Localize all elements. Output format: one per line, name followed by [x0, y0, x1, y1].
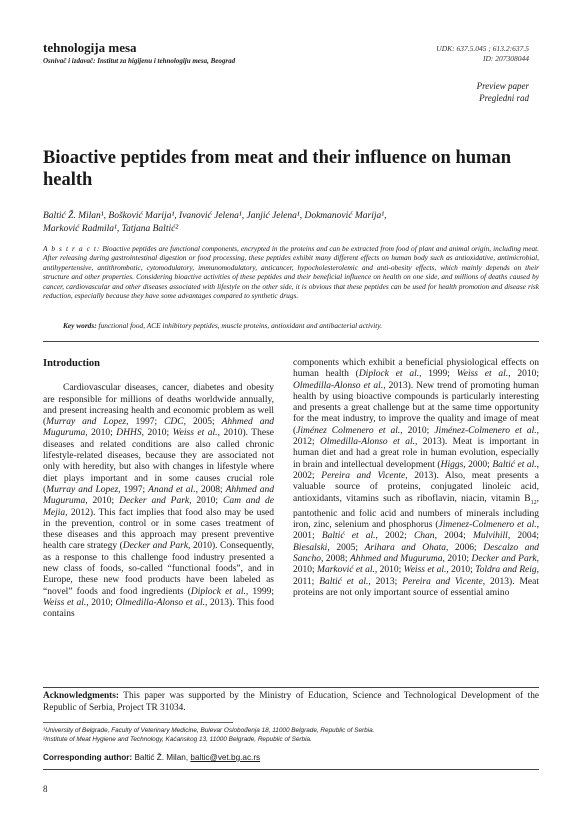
corresponding-label: Corresponding author [43, 753, 130, 762]
page-number: 8 [43, 784, 48, 794]
divider [43, 769, 539, 770]
affiliation-1: ¹University of Belgrade, Faculty of Veterinary Medicine, Bulevar Oslobođenja 18, 11000 Belgrade, Republic of Serbia. [43, 727, 375, 734]
keywords-text: functional food, ACE inhibitory peptides, muscle proteins, antioxidant and antibacterial activity. [98, 321, 383, 330]
divider [43, 687, 539, 688]
publisher-line: Osnivač i izdavač: Institut za higijenu i tehnologiju mesa, Beograd [43, 57, 236, 65]
corresponding-author: Corresponding author: Baltić Ž. Milan, baltic@vet.bg.ac.rs [43, 753, 261, 762]
divider [43, 341, 539, 342]
doc-id: ID: 207308044 [482, 54, 529, 63]
corresponding-email[interactable]: baltic@vet.bg.ac.rs [190, 753, 261, 762]
journal-title: tehnologija mesa [43, 40, 137, 55]
authors-line-2: Marković Radmila¹, Tatjana Baltić² [43, 223, 179, 234]
paper-type [477, 80, 529, 104]
column-left [43, 358, 274, 621]
udk-code: UDK: 637.5.045 ; 613.2:637.5 [436, 44, 529, 53]
paper-type-en: Preview paper [476, 81, 529, 91]
abstract-text: Bioactive peptides are functional components, encrypted in the proteins and can be extracted from food of plant and animal origin, including meat. After releasing during gastrointestinal digestion or food processing, these peptides exhibit many different effects on human body such as antioxidative, antimicrobial, antihypertensive, antithrombotic, cytomodulatory, immunomodulatory, anticancer, hypocholesterolemic and anti-obesity effects, which mainly depends on their structure and other properties. Considering bioactive activities of these peptides and their beneficial influence on health on one side, and millions of deaths caused by cancer, cardiovascular and other diseases associated with lifestyle on the other side, it is obvious that these peptides can be used for health promotion and disease risk reduction, especially because they have some advantages compared to synthetic drugs. [43, 244, 540, 301]
paper-title: Bioactive peptides from meat and their influence on human health [43, 148, 511, 190]
abstract [43, 244, 539, 300]
body-paragraph: Cardiovascular diseases, cancer, diabetes and obesity are responsible for millions of deaths worldwide annually, and present increasing health and economic problem as well (Murray and Lopez, 1997; CDC, 2005; Ahhmed and Muguruma, 2010; DHHS, 2010; Weiss et al., 2010). These diseases and related conditions are also called chronic lifestyle-related diseases, because they are associated not only with heredity, but also with changes in lifestyle where diet plays important and in some causes crucial role (Murray and Lopez, 1997; Anand et al., 2008; Ahhmed and Muguruma, 2010; Decker and Park, 2010; Cam and de Mejia, 2012). This fact implies that food also may be used in the prevention, control or in some cases treatment of these diseases and this approach may present preventive health care strategy (Decker and Park, 2010). Consequently, as a response to this challenge food industry presented a new class of foods, so-called “functional foods”, and in Europe, these new food products have been labeled as “novel” foods and food ingredients (Diplock et al., 1999; Weiss et al., 2010; Olmedilla-Alonso et al., 2013). This food contains [43, 383, 275, 620]
acknowledgments-text: This paper was supported by the Ministry of Education, Science and Technological Development of the Republic of Serbia, Project TR 31034. [43, 691, 540, 713]
abstract-label: A b s t r a c t: [43, 244, 101, 253]
body-paragraph: components which exhibit a beneficial physiological effects on human health (Diplock et al., 1999; Weiss et al., 2010; Olmedilla-Alonso et al., 2013). New trend of promoting human health by using bioactive compounds is particularly interesting and presents a great challenge but at the same time opportunity for the meat industry, to improve the quality and image of meat (Jiménez Colmenero et al., 2010; Jiménez-Colmenero et al., 2012; Olmedilla-Alonso et al., 2013). Meat is important in human diet and had a great role in human evolution, especially in brain and intellectual development (Higgs, 2000; Baltić et al., 2002; Pereira and Vicente, 2013). Also, meat presents a valuable source of proteins, conjugated linoleic acid, antioxidants, vitamins such as riboflavin, niacin, vitamin $B_{12}$, pantothenic and folic acid and numbers of minerals including iron, zinc, selenium and phosphorus (Jimenez-Colmenero et al., 2001; Baltić et al., 2002; Chan, 2004; Mulvihill, 2004; Biesalski, 2005; Arihara and Ohata, 2006; Descalzo and Sancho, 2008; Ahhmed and Muguruma, 2010; Decker and Park, 2010; Marković et al., 2010; Weiss et al., 2010; Toldra and Reig, 2011; Baltić et al., 2013; Pereira and Vicente, 2013). Meat proteins are not only important source of essential amino [293, 358, 540, 598]
divider [43, 722, 233, 723]
keywords: Key words: functional food, ACE inhibitory peptides, muscle proteins, antioxidant and antibacterial activity. [63, 321, 383, 330]
section-heading: Introduction [43, 358, 100, 369]
udk-block [436, 44, 529, 64]
authors [43, 210, 538, 235]
column-right [293, 358, 539, 599]
authors-line-1: Baltić Ž. Milan¹, Bošković Marija¹, Ivanović Jelena¹, Janjić Jelena¹, Dokmanović Marija¹, [43, 211, 387, 221]
acknowledgments [43, 691, 539, 714]
keywords-label: Key words [63, 321, 95, 330]
corresponding-name: Baltić Ž. Milan, [134, 753, 189, 762]
affiliation-2: ²Institute of Meat Hygiene and Technology, Kaćanskog 13, 11000 Belgrade, Republic of Serbia. [43, 736, 312, 743]
acknowledgments-label: Acknowledgments: [43, 691, 119, 701]
paper-type-sr: Pregledni rad [479, 93, 529, 103]
